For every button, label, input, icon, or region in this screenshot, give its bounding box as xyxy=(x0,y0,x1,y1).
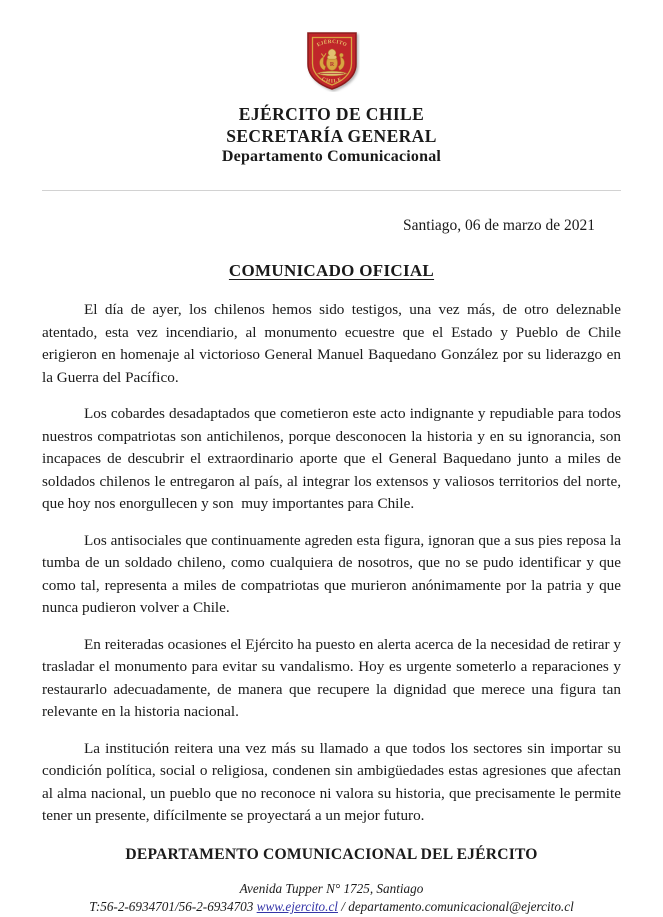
organization-department: Departamento Comunicacional xyxy=(221,148,442,166)
svg-text:R: R xyxy=(329,62,334,68)
date-line: Santiago, 06 de marzo de 2021 xyxy=(403,217,595,235)
footer-contact xyxy=(42,898,621,917)
footer-separator: / xyxy=(337,899,349,915)
signature-line: DEPARTAMENTO COMUNICACIONAL DEL EJÉRCITO xyxy=(125,845,538,863)
body-paragraph: En reiteradas ocasiones el Ejército ha puesto en alerta acerca de la necesidad de retirar y trasladar el monumento para evitar su vandalismo. Hoy es urgente someterlo a reparaciones y restaurarlo adecuadamente, de manera que recupere la dignidad que merece una figura tan relevante en la historia nacional. xyxy=(42,635,625,721)
footer-phones: T:56-2-6934701/56-2-6934703 xyxy=(89,899,257,915)
page-title: COMUNICADO OFICIAL xyxy=(228,261,435,281)
chile-army-coat-of-arms-icon xyxy=(304,30,360,92)
organization-unit: SECRETARÍA GENERAL xyxy=(226,125,437,146)
footer-address: Avenida Tupper N° 1725, Santiago xyxy=(239,880,424,896)
header-divider xyxy=(42,190,621,191)
body-paragraph: El día de ayer, los chilenos hemos sido testigos, una vez más, de otro deleznable atentado, esta vez incendiario, al monumento ecuestre que el Estado y Pueblo de Chile erigieron en homenaje al victorioso General Manuel Baquedano González por su liderazgo en la Guerra del Pacífico. xyxy=(42,301,625,386)
document-body xyxy=(42,299,625,828)
document-header xyxy=(42,104,621,168)
website-link[interactable]: www.ejercito.cl xyxy=(256,899,338,915)
svg-text:EJÉRCITO: EJÉRCITO xyxy=(315,38,348,49)
body-paragraph: Los antisociales que continuamente agreden esta figura, ignoran que a sus pies reposa la tumba de un soldado chileno, como cualquiera de nosotros, que no se pudo identificar y que como tal, representa a miles de compatriotas que murieron anónimamente por la patria y que nunca pudieron volver a Chile. xyxy=(42,531,625,617)
body-paragraph: La institución reitera una vez más su llamado a que todos los sectores sin importar su condición política, social o religiosa, condenen sin ambigüedades estas agresiones que afectan al alma nacional, un pueblo que no reconoce ni valora su historia, que precisamente le permite tener un presente, difícilmente se proyectará a un mejor futuro. xyxy=(42,739,625,825)
document-footer xyxy=(42,880,621,917)
svg-text:CHILE: CHILE xyxy=(320,76,343,85)
footer-email: departamento.comunicacional@ejercito.cl xyxy=(348,899,574,915)
emblem-container xyxy=(42,0,621,92)
organization-name: EJÉRCITO DE CHILE xyxy=(238,104,425,124)
body-paragraph: Los cobardes desadaptados que cometieron este acto indignante y repudiable para todos nuestros compatriotas son antichilenos, porque desconocen la historia y en su ignorancia, son incapaces de descubrir el extraordinario aporte que el General Baquedano junto a miles de soldados chilenos le entregaron al país, al integrar los extensos y valiosos territorios del norte, que hoy nos enorgullecen y son muy importantes para Chile. xyxy=(42,405,625,513)
